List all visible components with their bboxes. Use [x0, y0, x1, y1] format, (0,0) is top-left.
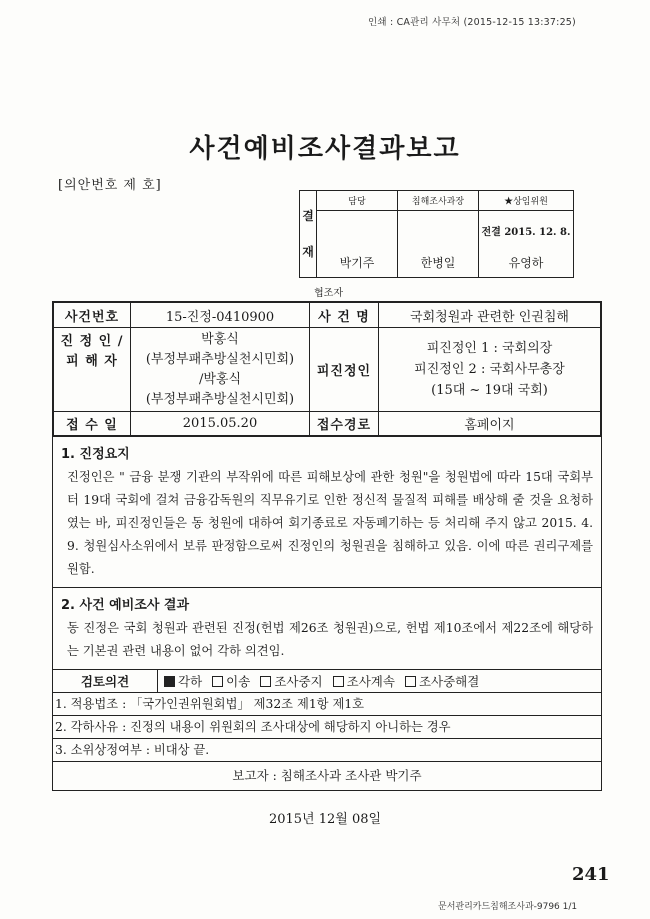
- petitioner-line: (부정부패추방실천시민회): [145, 351, 295, 367]
- item-subcommittee: 3. 소위상정여부 : 비대상 끝.: [53, 738, 601, 761]
- petitioner-cell: [131, 328, 310, 412]
- section-summary: [53, 436, 601, 587]
- approval-name-manager: 한병일: [398, 211, 479, 278]
- approval-header-manager: 침해조사과장: [398, 191, 479, 211]
- approval-side-label: [300, 191, 317, 278]
- respondent-line: 피진정인 2 : 국회사무총장: [414, 362, 565, 377]
- approved-date: 전결 2015. 12. 8.: [481, 227, 571, 238]
- case-name-label: 사 건 명: [310, 303, 379, 328]
- review-option-label: 조사중해결: [418, 674, 480, 689]
- case-info-table: [53, 302, 601, 436]
- section-result: [53, 587, 601, 669]
- footer-doc-id: 문서관리카드침해조사과-9796 1/1: [438, 902, 578, 912]
- review-option: [164, 674, 202, 689]
- section-result-title: 2. 사건 예비조사 결과: [61, 598, 190, 613]
- checkbox-icon: [212, 676, 223, 687]
- received-date: 2015.05.20: [131, 412, 310, 436]
- document-title: 사건예비조사결과보고: [189, 134, 461, 164]
- route-label: 접수경로: [310, 412, 379, 436]
- item-dismissal-reason: 2. 각하사유 : 진정의 내용이 위원회의 조사대상에 해당하지 아니하는 경우: [53, 715, 601, 738]
- review-option-label: 조사중지: [274, 674, 323, 689]
- section-summary-title: 1. 진정요지: [61, 447, 130, 462]
- approval-header-commissioner: ★상임위원: [479, 191, 574, 211]
- review-opinion-row: [53, 669, 601, 692]
- review-option: [260, 674, 322, 689]
- review-option-label: 이송: [226, 674, 251, 689]
- approval-box: [299, 190, 574, 278]
- page-number: 241: [572, 864, 610, 885]
- petitioner-label: 진 정 인 /피 해 자: [54, 328, 131, 412]
- review-label: 검토의견: [53, 670, 158, 693]
- approval-name-staff: 박기주: [317, 211, 398, 278]
- approval-header-staff: 담당: [317, 191, 398, 211]
- case-no: 15-진정-0410900: [131, 303, 310, 328]
- section-result-body: 동 진정은 국회 청원과 관련된 진정(헌법 제26조 청원권)으로, 헌법 제10조에서 제22조에 해당하는 기본권 관련 내용이 없어 각하 의견임.: [67, 621, 593, 658]
- approval-side-char-1: 결: [302, 209, 314, 223]
- review-option: [405, 674, 479, 689]
- route: 홈페이지: [379, 412, 601, 436]
- section-summary-body: 진정인은 " 금융 분쟁 기관의 부작위에 따른 피해보상에 관한 청원"을 청원법에 따라 15대 국회부터 19대 국회에 걸쳐 금융감독원의 직무유기로 인한 정신적 물질적 피해를 배상해 줄 것을 요청하였는 바, 피진정인들은 동 청원에 대하여 회기종료로 자동폐기하는 등 처리해 주지 않고 2015. 4. 9. 청원심사소위에서 보류 판정함으로써 진정인의 청원권을 침해하고 있음. 이에 따른 권리구제를 원함.: [67, 470, 593, 576]
- approval-side-char-2: 재: [302, 245, 314, 259]
- review-option-label: 조사계속: [346, 674, 395, 689]
- checkbox-icon: [405, 676, 416, 687]
- review-option: [333, 674, 395, 689]
- review-option: [212, 674, 250, 689]
- checkbox-icon: [333, 676, 344, 687]
- respondent-line: (15대 ~ 19대 국회): [431, 383, 548, 398]
- coop-label: 협조자: [314, 288, 343, 299]
- respondent-cell: [379, 328, 601, 412]
- case-no-label: 사건번호: [54, 303, 131, 328]
- respondent-label: 피진정인: [310, 328, 379, 412]
- petitioner-line: /박홍식: [198, 371, 242, 387]
- checked-box-icon: [164, 676, 175, 687]
- case-name: 국회청원과 관련한 인권침해: [379, 303, 601, 328]
- item-applicable-law: 1. 적용법조 : 「국가인권위원회법」 제32조 제1항 제1호: [53, 692, 601, 715]
- report-date: 2015년 12월 08일: [268, 812, 382, 827]
- reporter: 보고자 : 침해조사과 조사관 박기주: [53, 761, 601, 790]
- print-header: 인쇄 : CA관리 사무처 (2015-12-15 13:37:25): [368, 17, 576, 28]
- checkbox-icon: [260, 676, 271, 687]
- petitioner-line: (부정부패추방실천시민회): [145, 391, 295, 407]
- review-options: [158, 670, 602, 693]
- petitioner-line: 박홍식: [201, 331, 239, 347]
- report-body: [52, 301, 602, 791]
- received-date-label: 접 수 일: [54, 412, 131, 436]
- approval-name-commissioner: 유영하: [508, 256, 544, 270]
- review-option-label: 각하: [178, 674, 203, 689]
- respondent-line: 피진정인 1 : 국회의장: [426, 341, 553, 356]
- bill-number: [의안번호 제 호]: [58, 178, 162, 193]
- approval-commissioner-cell: [479, 211, 574, 278]
